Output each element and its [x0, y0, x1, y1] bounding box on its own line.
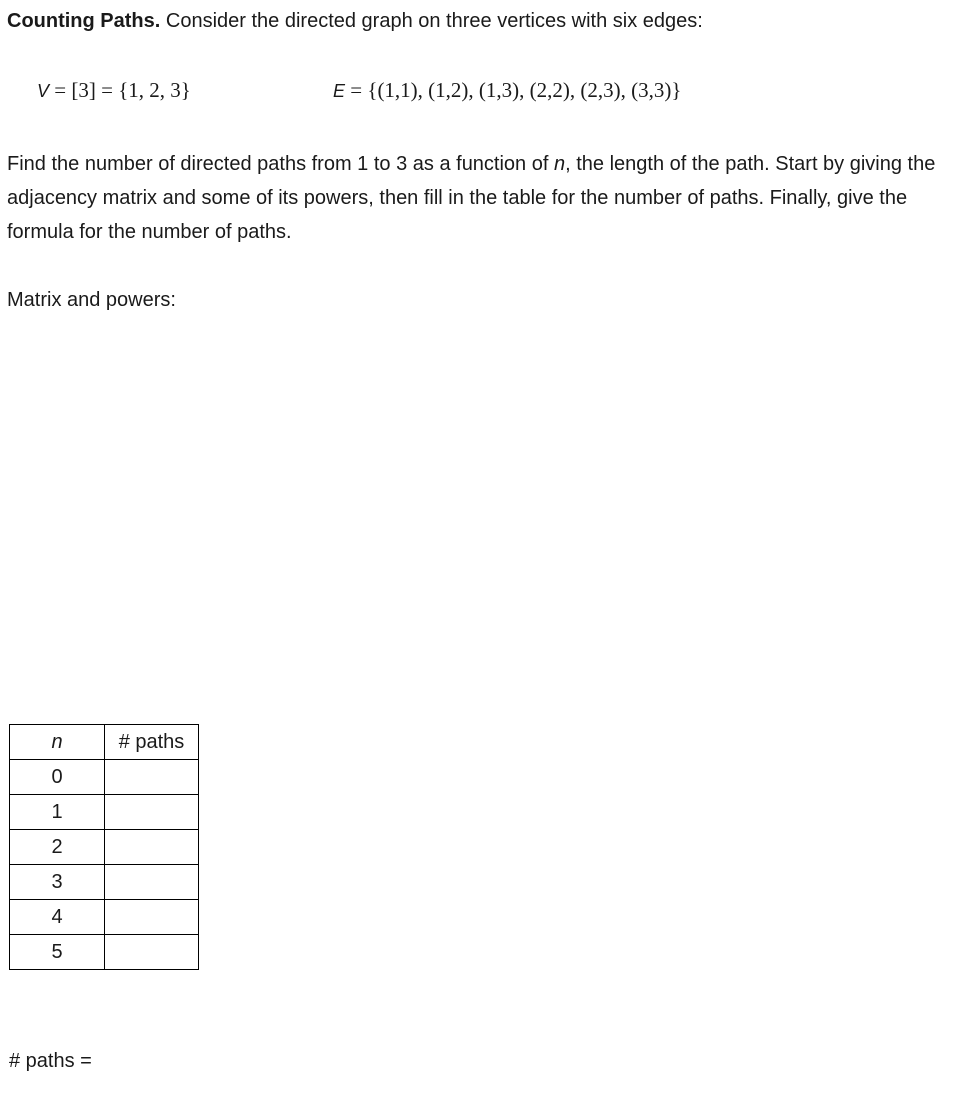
- table-row: [10, 760, 199, 795]
- table-cell-n: 0: [10, 760, 105, 795]
- paths-formula-label: # paths =: [9, 1050, 92, 1072]
- instructions-paragraph: [7, 147, 952, 249]
- edge-set-definition: = {(1,1), (1,2), (1,3), (2,2), (2,3), (3,3)}: [345, 78, 682, 102]
- table-row: [10, 795, 199, 830]
- instructions-n: n: [553, 153, 566, 175]
- table-cell-paths[interactable]: [105, 935, 199, 970]
- table-cell-paths[interactable]: [105, 795, 199, 830]
- table-row: [10, 865, 199, 900]
- table-cell-n: 4: [10, 900, 105, 935]
- vertex-set-definition: = [3] = {1, 2, 3}: [49, 78, 191, 102]
- vertex-set: [37, 78, 191, 103]
- table-header-row: [10, 725, 199, 760]
- problem-title: Counting Paths.: [7, 10, 161, 32]
- table-row: [10, 935, 199, 970]
- table-header-paths: # paths: [105, 725, 199, 760]
- table-row: [10, 900, 199, 935]
- instructions-part-2: , the length of the path. Start by giving the adjacency matrix and some of its powers, then fill in the table for the number of paths. Finally, give the formula for the number of paths.: [7, 153, 936, 243]
- problem-heading: [7, 8, 703, 34]
- table-header-n: n: [10, 725, 105, 760]
- table-cell-n: 1: [10, 795, 105, 830]
- edge-set-variable: E: [333, 81, 346, 101]
- instructions-part-1: Find the number of directed paths from 1 to 3 as a function of: [7, 153, 554, 175]
- table-cell-n: 3: [10, 865, 105, 900]
- vertex-set-variable: V: [37, 81, 50, 101]
- matrix-powers-label: Matrix and powers:: [7, 289, 176, 311]
- problem-intro: Consider the directed graph on three vertices with six edges:: [160, 10, 703, 32]
- table-cell-paths[interactable]: [105, 760, 199, 795]
- matrix-answer-area[interactable]: [7, 320, 947, 710]
- table-cell-n: 2: [10, 830, 105, 865]
- table-cell-paths[interactable]: [105, 830, 199, 865]
- table-cell-n: 5: [10, 935, 105, 970]
- table-row: [10, 830, 199, 865]
- edge-set: [333, 78, 681, 103]
- table-cell-paths[interactable]: [105, 900, 199, 935]
- table-cell-paths[interactable]: [105, 865, 199, 900]
- paths-table: [9, 724, 199, 970]
